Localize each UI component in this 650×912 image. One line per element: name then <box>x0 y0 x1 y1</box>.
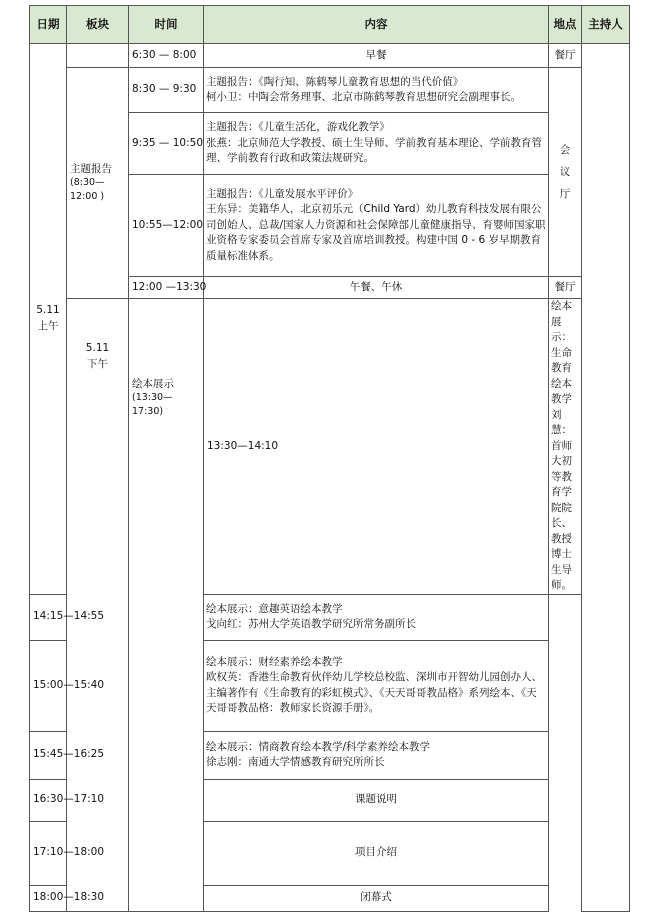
book2-time: 14:15—14:55 <box>30 594 67 640</box>
morning-block-time1: (8:30— <box>70 177 105 188</box>
lunch-place: 餐厅 <box>549 277 582 299</box>
morning-date-line2: 上午 <box>37 319 59 332</box>
host-cell <box>582 44 630 912</box>
afternoon-block-title: 绘本展示 <box>132 378 174 390</box>
table-row <box>30 68 630 113</box>
book4-content <box>204 731 549 779</box>
talk2-time: 9:35 — 10:50 <box>129 113 204 175</box>
afternoon-date-line2: 下午 <box>87 357 108 370</box>
afternoon-block-time1: (13:30— <box>132 392 173 403</box>
talk2-speaker: 张燕：北京师范大学教授、硕士生导师、学前教育基本理论、学前教育管理、学前教育行政和政策法规研究。 <box>206 136 542 165</box>
lunch-content: 午餐、午休 <box>204 277 549 299</box>
project-time: 17:10—18:00 <box>30 821 67 885</box>
morning-place-cell <box>549 68 582 277</box>
book3-content <box>204 640 549 731</box>
book1-title: 绘本展示：生命教育绘本教学 <box>551 300 572 405</box>
topic-content: 课题说明 <box>204 779 549 821</box>
header-content: 内容 <box>204 6 549 44</box>
breakfast-place: 餐厅 <box>549 44 582 68</box>
schedule-table <box>29 5 630 912</box>
talk3-title: 主题报告：《儿童发展水平评价》 <box>206 187 359 200</box>
book3-time: 15:00—15:40 <box>30 640 67 731</box>
morning-block-title: 主题报告 <box>70 163 112 175</box>
book3-speaker: 欧权英：香港生命教育伙伴幼儿学校总校监、深圳市开智幼儿园创办人、主编著作有《生命教育的彩虹模式》、《天天哥哥教品格》系列绘本、《天天哥哥教品格：教师家长资源手册》。 <box>206 671 542 714</box>
closing-content: 闭幕式 <box>204 885 549 911</box>
closing-time: 18:00—18:30 <box>30 885 67 911</box>
talk3-time: 10:55—12:00 <box>129 175 204 277</box>
talk1-speaker: 柯小卫：中陶会常务理事、北京市陈鹤琴教育思想研究会副理事长。 <box>206 91 521 103</box>
table-row <box>30 299 630 595</box>
morning-block-time2: 12:00 ) <box>70 191 105 202</box>
talk1-title: 主题报告：《陶行知、陈鹤琴儿童教育思想的当代价值》 <box>206 75 464 88</box>
header-date: 日期 <box>30 6 67 44</box>
morning-place-char1: 会 <box>559 144 571 156</box>
book3-title: 绘本展示：财经素养绘本教学 <box>206 655 343 668</box>
book2-title: 绘本展示：意趣英语绘本教学 <box>206 602 343 615</box>
talk3-content <box>204 175 549 277</box>
topic-time: 16:30—17:10 <box>30 779 67 821</box>
afternoon-block-cell <box>129 299 204 912</box>
morning-place-char3: 厅 <box>559 188 571 200</box>
talk2-content <box>204 113 549 175</box>
talk1-content <box>204 68 549 113</box>
book2-content <box>204 594 549 640</box>
header-time: 时间 <box>129 6 204 44</box>
project-content: 项目介绍 <box>204 821 549 885</box>
morning-date-cell <box>30 44 67 595</box>
talk1-time: 8:30 — 9:30 <box>129 68 204 113</box>
book2-speaker: 戈向红：苏州大学英语教学研究所常务副所长 <box>206 618 416 630</box>
book4-title: 绘本展示：情商教育绘本教学/科学素养绘本教学 <box>206 740 431 753</box>
header-block: 板块 <box>67 6 129 44</box>
afternoon-block-time2: 17:30) <box>132 406 164 417</box>
header-host: 主持人 <box>582 6 630 44</box>
talk2-title: 主题报告：《儿童生活化，游戏化教学》 <box>206 121 390 134</box>
breakfast-time: 6:30 — 8:00 <box>129 44 204 68</box>
morning-block-cell <box>67 68 129 299</box>
book1-content <box>549 299 582 595</box>
book1-time: 13:30—14:10 <box>204 299 549 595</box>
empty-block-cell <box>67 44 129 68</box>
header-row <box>30 6 630 44</box>
talk3-speaker: 王东异：美籍华人，北京初乐元（Child Yard）幼儿教育科技发展有限公司创始人、总裁/国家人力资源和社会保障部儿童健康指导、育婴师国家职业资格专家委员会首席专家及首席培训教授。构建中国 0 - 6 岁早期教育质量标准体系。 <box>206 203 546 262</box>
table-row <box>30 44 630 68</box>
breakfast-content: 早餐 <box>204 44 549 68</box>
lunch-time: 12:00 —13:30 <box>129 277 204 299</box>
header-place: 地点 <box>549 6 582 44</box>
morning-date-line1: 5.11 <box>36 304 60 317</box>
morning-place-char2: 议 <box>559 166 571 178</box>
book4-speaker: 徐志刚：南通大学情感教育研究所所长 <box>206 756 385 768</box>
afternoon-date-line1: 5.11 <box>85 342 110 354</box>
afternoon-date-cell <box>67 299 129 912</box>
book4-time: 15:45—16:25 <box>30 731 67 779</box>
book1-speaker: 刘慧：首师大初等教育学院院长、教授博士生导师。 <box>551 408 572 591</box>
